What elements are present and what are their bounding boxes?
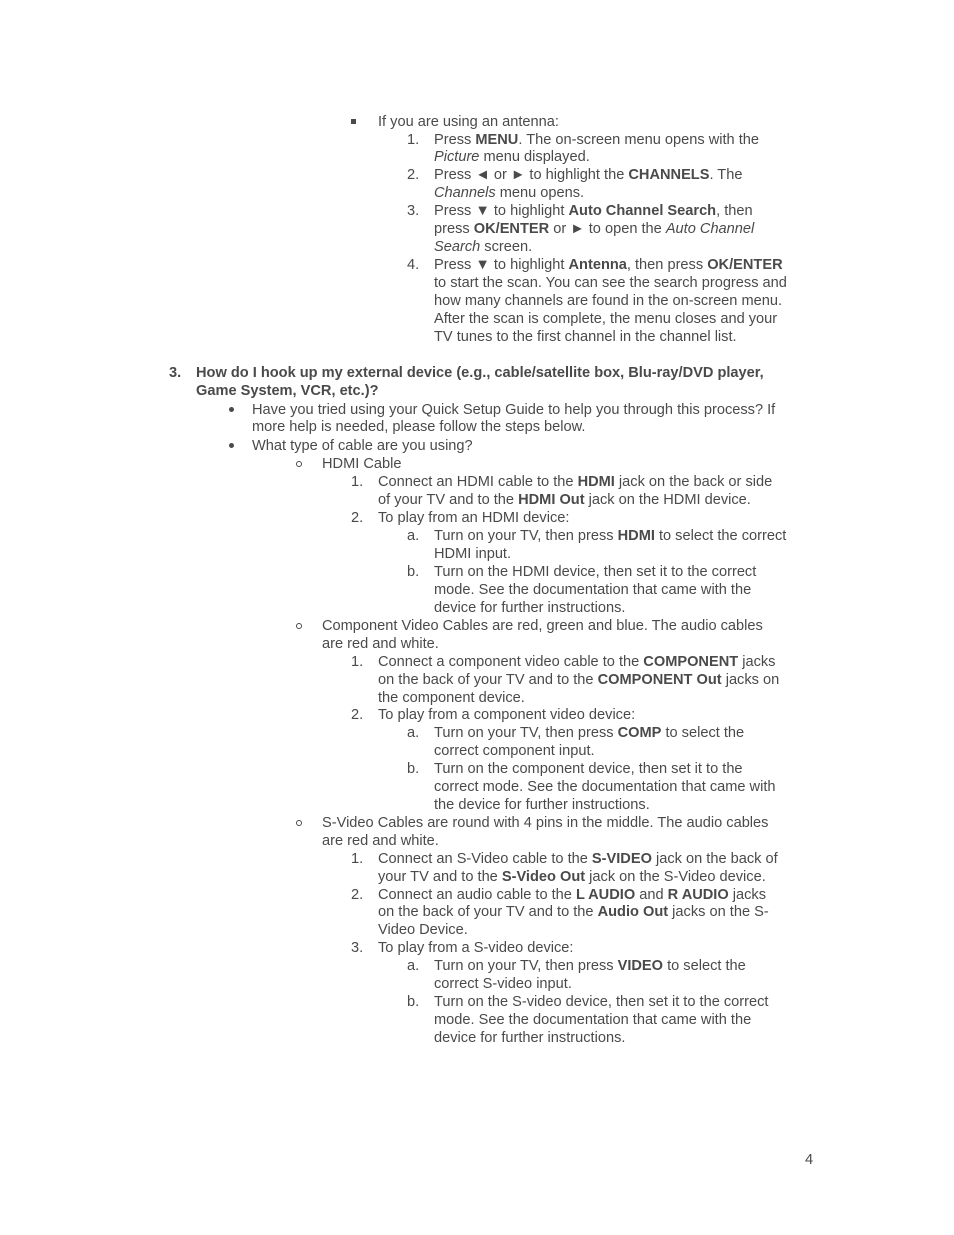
svideo-step-2-line-2: on the back of your TV and to the Audio Out jacks on the S- — [378, 904, 769, 920]
svideo-substep-b-line-2: mode. See the documentation that came with the — [434, 1012, 752, 1028]
antenna-step-1-line-2: Picture menu displayed. — [434, 149, 590, 165]
component-heading-line-2: are red and white. — [322, 636, 439, 652]
step-number: 1. — [351, 654, 364, 670]
cable-type-question: What type of cable are you using? — [252, 438, 473, 454]
antenna-step-4-line-3: how many channels are found in the on-screen menu. — [434, 293, 783, 309]
antenna-step-4-line-2: to start the scan. You can see the search progress and — [434, 275, 787, 291]
step-number: 2. — [351, 510, 364, 526]
substep-letter: b. — [407, 564, 420, 580]
svideo-step-1-line-2: your TV and to the S-Video Out jack on the S-Video device. — [378, 869, 766, 885]
hdmi-step-1-line-2: of your TV and to the HDMI Out jack on the HDMI device. — [378, 492, 751, 508]
component-step-1-line-2: on the back of your TV and to the COMPONENT Out jacks on — [378, 672, 780, 688]
svideo-substep-a-line-2: correct S-video input. — [434, 976, 572, 992]
component-substep-b-line-2: correct mode. See the documentation that came with — [434, 779, 776, 795]
step-number: 4. — [407, 257, 420, 273]
component-step-2: To play from a component video device: — [378, 707, 636, 723]
square-bullet-icon — [351, 119, 356, 124]
component-heading-line-1: Component Video Cables are red, green and blue. The audio cables — [322, 618, 763, 634]
circle-bullet-icon — [296, 820, 302, 826]
question-3-title-line-2: Game System, VCR, etc.)? — [196, 383, 379, 399]
step-number: 2. — [351, 707, 364, 723]
svideo-step-1-line-1: Connect an S-Video cable to the S-VIDEO jack on the back of — [378, 851, 778, 867]
component-substep-b-line-1: Turn on the component device, then set it to the — [434, 761, 743, 777]
substep-letter: a. — [407, 725, 420, 741]
component-step-1-line-1: Connect a component video cable to the COMPONENT jacks — [378, 654, 776, 670]
quick-setup-line-2: more help is needed, please follow the steps below. — [252, 419, 586, 435]
hdmi-substep-b-line-3: device for further instructions. — [434, 600, 626, 616]
question-3-title-line-1: How do I hook up my external device (e.g., cable/satellite box, Blu-ray/DVD player, — [196, 365, 764, 381]
step-number: 3. — [407, 203, 420, 219]
antenna-heading: If you are using an antenna: — [378, 114, 559, 130]
quick-setup-line-1: Have you tried using your Quick Setup Guide to help you through this process? If — [252, 402, 776, 418]
substep-letter: b. — [407, 761, 420, 777]
component-substep-a-line-1: Turn on your TV, then press COMP to select the — [434, 725, 745, 741]
component-substep-a-line-2: correct component input. — [434, 743, 595, 759]
step-number: 1. — [351, 474, 364, 490]
bullet-icon — [229, 407, 234, 412]
antenna-step-4-line-1: Press ▼ to highlight Antenna, then press OK/ENTER — [434, 257, 783, 273]
antenna-step-2-line-1: Press ◄ or ► to highlight the CHANNELS. The — [434, 167, 743, 183]
question-number: 3. — [169, 365, 182, 381]
hdmi-substep-a-line-2: HDMI input. — [434, 546, 512, 562]
step-number: 3. — [351, 940, 364, 956]
substep-letter: a. — [407, 528, 420, 544]
antenna-step-1-line-1: Press MENU. The on-screen menu opens with the — [434, 132, 760, 148]
component-substep-b-line-3: the device for further instructions. — [434, 797, 650, 813]
hdmi-substep-b-line-2: mode. See the documentation that came with the — [434, 582, 752, 598]
antenna-step-3-line-2: press OK/ENTER or ► to open the Auto Channel — [434, 221, 755, 237]
step-number: 2. — [351, 887, 364, 903]
circle-bullet-icon — [296, 623, 302, 629]
svideo-step-2-line-3: Video Device. — [378, 922, 468, 938]
page-number: 4 — [805, 1152, 814, 1168]
step-number: 2. — [407, 167, 420, 183]
bullet-icon — [229, 443, 234, 448]
svideo-step-2-line-1: Connect an audio cable to the L AUDIO and R AUDIO jacks — [378, 887, 767, 903]
svideo-substep-b-line-1: Turn on the S-video device, then set it to the correct — [434, 994, 769, 1010]
svideo-heading-line-2: are red and white. — [322, 833, 439, 849]
svideo-step-3: To play from a S-video device: — [378, 940, 574, 956]
circle-bullet-icon — [296, 461, 302, 467]
hdmi-heading: HDMI Cable — [322, 456, 402, 472]
antenna-step-3-line-1: Press ▼ to highlight Auto Channel Search, then — [434, 203, 753, 219]
antenna-step-2-line-2: Channels menu opens. — [434, 185, 585, 201]
antenna-step-4-line-4: After the scan is complete, the menu closes and your — [434, 311, 778, 327]
hdmi-substep-a-line-1: Turn on your TV, then press HDMI to select the correct — [434, 528, 787, 544]
step-number: 1. — [407, 132, 420, 148]
svideo-substep-b-line-3: device for further instructions. — [434, 1030, 626, 1046]
substep-letter: a. — [407, 958, 420, 974]
component-step-1-line-3: the component device. — [378, 690, 525, 706]
step-number: 1. — [351, 851, 364, 867]
hdmi-substep-b-line-1: Turn on the HDMI device, then set it to the correct — [434, 564, 757, 580]
antenna-step-4-line-5: TV tunes to the first channel in the channel list. — [434, 329, 737, 345]
substep-letter: b. — [407, 994, 420, 1010]
hdmi-step-2: To play from an HDMI device: — [378, 510, 570, 526]
hdmi-step-1-line-1: Connect an HDMI cable to the HDMI jack on the back or side — [378, 474, 773, 490]
svideo-heading-line-1: S-Video Cables are round with 4 pins in the middle. The audio cables — [322, 815, 769, 831]
svideo-substep-a-line-1: Turn on your TV, then press VIDEO to select the — [434, 958, 746, 974]
antenna-step-3-line-3: Search screen. — [434, 239, 533, 255]
